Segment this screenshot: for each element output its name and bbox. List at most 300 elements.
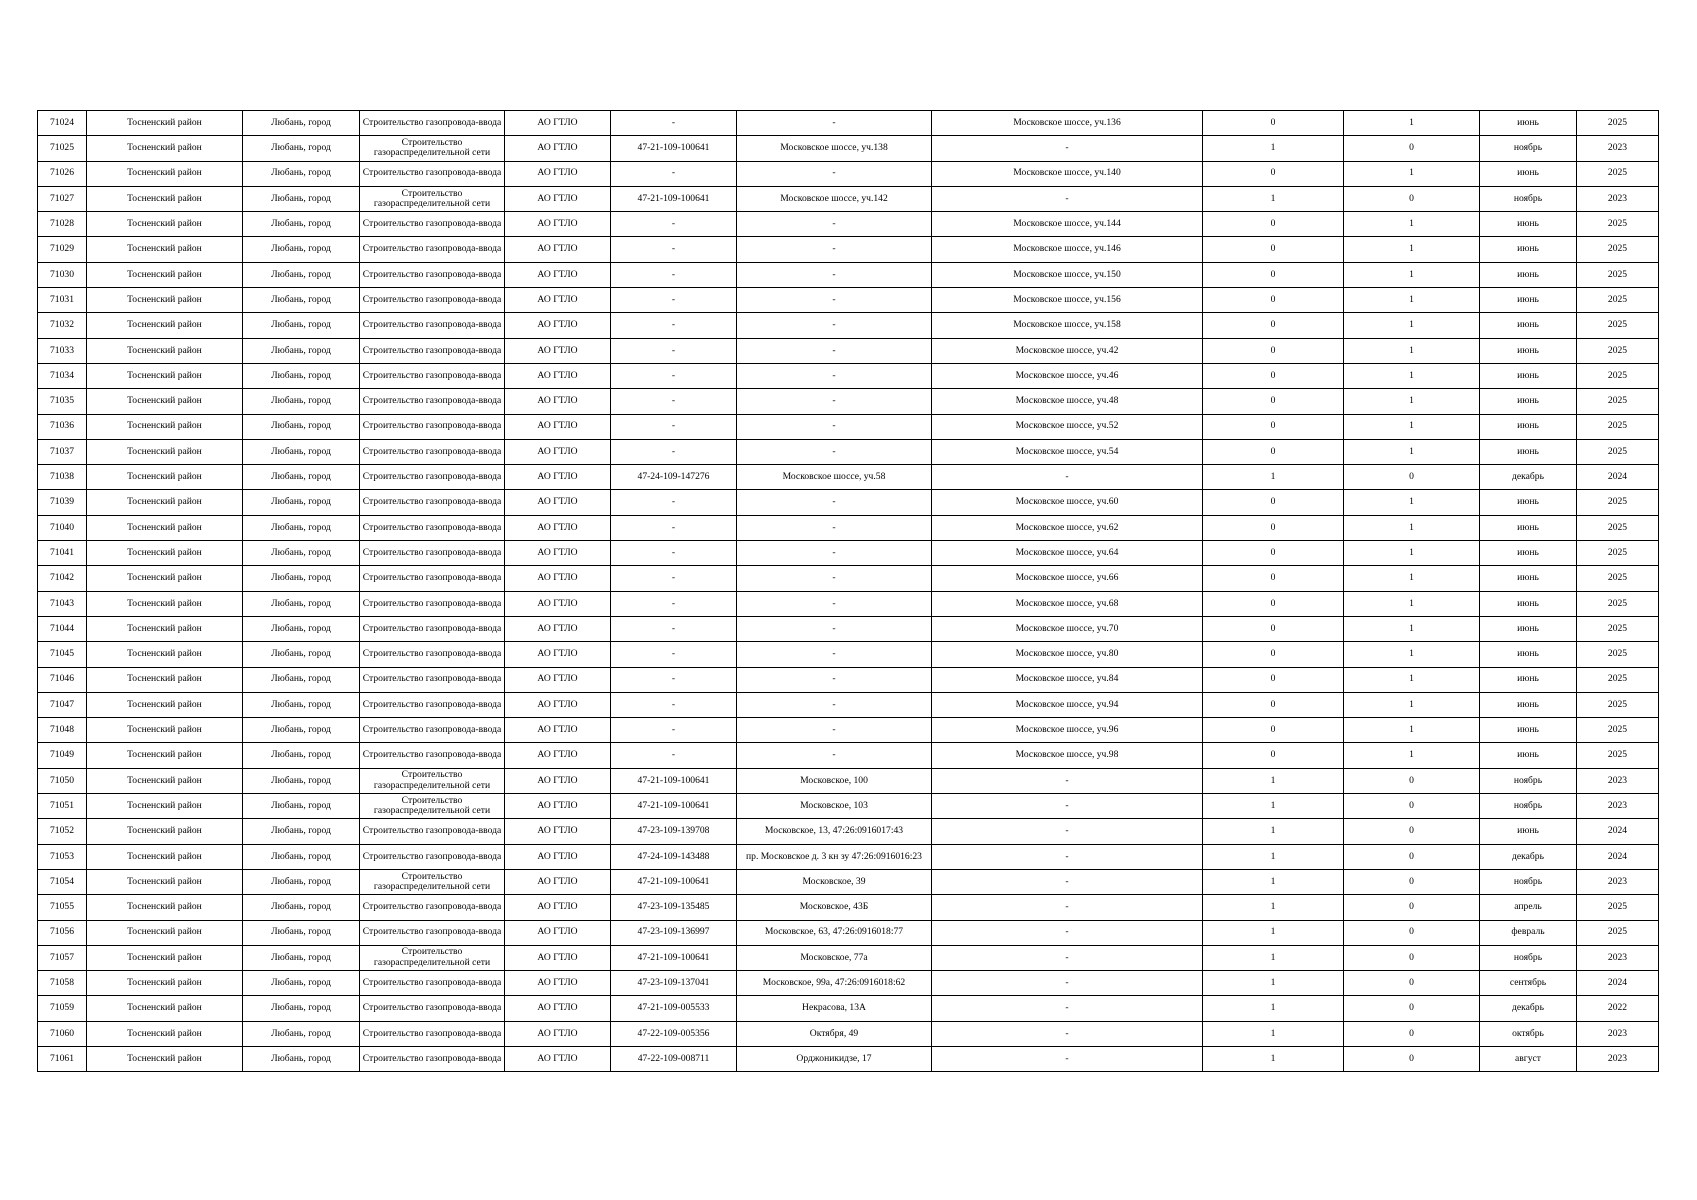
cell-planned-site: - [932, 844, 1203, 869]
cell-address: - [737, 515, 932, 540]
cell-year: 2025 [1577, 692, 1659, 717]
cell-count-b: 1 [1344, 288, 1480, 313]
cell-year: 2025 [1577, 541, 1659, 566]
cell-count-a: 1 [1203, 844, 1344, 869]
cell-permit-number: - [611, 743, 737, 768]
cell-year: 2025 [1577, 414, 1659, 439]
cell-month: июнь [1480, 212, 1577, 237]
table-row [38, 212, 1659, 237]
cell-planned-site: - [932, 465, 1203, 490]
cell-count-b: 1 [1344, 541, 1480, 566]
cell-month: июнь [1480, 288, 1577, 313]
cell-count-a: 1 [1203, 1021, 1344, 1046]
cell-district: Тосненский район [87, 566, 243, 591]
cell-work-type: Строительство газопровода-ввода [360, 363, 505, 388]
cell-row-id: 71043 [38, 591, 87, 616]
cell-row-id: 71027 [38, 186, 87, 211]
cell-organization: АО ГТЛО [505, 768, 611, 793]
cell-row-id: 71060 [38, 1021, 87, 1046]
cell-work-type: Строительство газопровода-ввода [360, 591, 505, 616]
cell-planned-site: Московское шоссе, уч.146 [932, 237, 1203, 262]
cell-address: Московское, 39 [737, 869, 932, 894]
cell-count-a: 1 [1203, 996, 1344, 1021]
cell-row-id: 71048 [38, 718, 87, 743]
cell-work-type: Строительство газопровода-ввода [360, 111, 505, 136]
cell-row-id: 71026 [38, 161, 87, 186]
cell-locality: Любань, город [243, 794, 360, 819]
cell-month: июнь [1480, 566, 1577, 591]
cell-count-a: 0 [1203, 338, 1344, 363]
cell-work-type: Строительство газораспределительной сети [360, 768, 505, 793]
cell-district: Тосненский район [87, 288, 243, 313]
cell-district: Тосненский район [87, 262, 243, 287]
cell-planned-site: Московское шоссе, уч.62 [932, 515, 1203, 540]
cell-address: - [737, 642, 932, 667]
cell-address: - [737, 667, 932, 692]
cell-row-id: 71053 [38, 844, 87, 869]
cell-work-type: Строительство газопровода-ввода [360, 667, 505, 692]
cell-organization: АО ГТЛО [505, 262, 611, 287]
table-row [38, 819, 1659, 844]
cell-count-b: 0 [1344, 920, 1480, 945]
cell-organization: АО ГТЛО [505, 667, 611, 692]
cell-planned-site: Московское шоссе, уч.150 [932, 262, 1203, 287]
cell-row-id: 71029 [38, 237, 87, 262]
cell-locality: Любань, город [243, 1046, 360, 1071]
cell-year: 2023 [1577, 768, 1659, 793]
table-row [38, 945, 1659, 970]
cell-locality: Любань, город [243, 161, 360, 186]
cell-locality: Любань, город [243, 262, 360, 287]
cell-district: Тосненский район [87, 844, 243, 869]
cell-address: - [737, 111, 932, 136]
cell-planned-site: - [932, 794, 1203, 819]
table-row [38, 186, 1659, 211]
cell-locality: Любань, город [243, 920, 360, 945]
cell-count-b: 1 [1344, 591, 1480, 616]
cell-district: Тосненский район [87, 945, 243, 970]
cell-count-b: 1 [1344, 338, 1480, 363]
cell-address: Московское, 100 [737, 768, 932, 793]
cell-month: декабрь [1480, 996, 1577, 1021]
cell-organization: АО ГТЛО [505, 996, 611, 1021]
table-row [38, 541, 1659, 566]
cell-count-a: 0 [1203, 288, 1344, 313]
cell-address: Орджоникидзе, 17 [737, 1046, 932, 1071]
cell-work-type: Строительство газопровода-ввода [360, 439, 505, 464]
cell-row-id: 71046 [38, 667, 87, 692]
cell-organization: АО ГТЛО [505, 692, 611, 717]
cell-planned-site: - [932, 895, 1203, 920]
table-row [38, 616, 1659, 641]
cell-planned-site: - [932, 945, 1203, 970]
cell-permit-number: - [611, 692, 737, 717]
cell-count-b: 1 [1344, 262, 1480, 287]
cell-month: июнь [1480, 338, 1577, 363]
cell-row-id: 71049 [38, 743, 87, 768]
cell-address: Московское шоссе, уч.142 [737, 186, 932, 211]
cell-permit-number: - [611, 566, 737, 591]
cell-organization: АО ГТЛО [505, 490, 611, 515]
cell-count-b: 1 [1344, 111, 1480, 136]
cell-organization: АО ГТЛО [505, 591, 611, 616]
cell-count-b: 1 [1344, 363, 1480, 388]
table-row [38, 768, 1659, 793]
cell-organization: АО ГТЛО [505, 920, 611, 945]
cell-row-id: 71058 [38, 971, 87, 996]
cell-district: Тосненский район [87, 971, 243, 996]
table-row [38, 136, 1659, 161]
table-row [38, 338, 1659, 363]
cell-locality: Любань, город [243, 591, 360, 616]
table-row [38, 794, 1659, 819]
cell-month: сентябрь [1480, 971, 1577, 996]
cell-district: Тосненский район [87, 819, 243, 844]
table-row [38, 743, 1659, 768]
cell-row-id: 71052 [38, 819, 87, 844]
cell-planned-site: - [932, 819, 1203, 844]
cell-locality: Любань, город [243, 439, 360, 464]
cell-address: - [737, 541, 932, 566]
cell-work-type: Строительство газопровода-ввода [360, 971, 505, 996]
cell-month: июнь [1480, 237, 1577, 262]
cell-organization: АО ГТЛО [505, 616, 611, 641]
cell-work-type: Строительство газопровода-ввода [360, 262, 505, 287]
cell-year: 2025 [1577, 616, 1659, 641]
cell-year: 2025 [1577, 338, 1659, 363]
cell-permit-number: - [611, 237, 737, 262]
cell-permit-number: - [611, 111, 737, 136]
cell-district: Тосненский район [87, 389, 243, 414]
cell-count-b: 1 [1344, 642, 1480, 667]
cell-organization: АО ГТЛО [505, 743, 611, 768]
cell-year: 2023 [1577, 186, 1659, 211]
cell-count-a: 0 [1203, 616, 1344, 641]
cell-district: Тосненский район [87, 439, 243, 464]
cell-count-a: 0 [1203, 566, 1344, 591]
cell-year: 2024 [1577, 465, 1659, 490]
table-row [38, 389, 1659, 414]
cell-district: Тосненский район [87, 414, 243, 439]
cell-count-a: 1 [1203, 819, 1344, 844]
cell-address: - [737, 616, 932, 641]
cell-locality: Любань, город [243, 566, 360, 591]
cell-row-id: 71045 [38, 642, 87, 667]
cell-count-a: 0 [1203, 718, 1344, 743]
cell-row-id: 71025 [38, 136, 87, 161]
cell-year: 2024 [1577, 971, 1659, 996]
cell-district: Тосненский район [87, 186, 243, 211]
cell-planned-site: Московское шоссе, уч.52 [932, 414, 1203, 439]
cell-planned-site: - [932, 136, 1203, 161]
cell-permit-number: - [611, 642, 737, 667]
cell-work-type: Строительство газопровода-ввода [360, 642, 505, 667]
cell-row-id: 71038 [38, 465, 87, 490]
cell-count-b: 0 [1344, 136, 1480, 161]
cell-month: июнь [1480, 515, 1577, 540]
table-row [38, 262, 1659, 287]
cell-organization: АО ГТЛО [505, 313, 611, 338]
cell-row-id: 71031 [38, 288, 87, 313]
cell-year: 2025 [1577, 161, 1659, 186]
cell-work-type: Строительство газораспределительной сети [360, 794, 505, 819]
cell-permit-number: 47-24-109-147276 [611, 465, 737, 490]
cell-count-b: 1 [1344, 515, 1480, 540]
cell-year: 2025 [1577, 895, 1659, 920]
cell-locality: Любань, город [243, 616, 360, 641]
cell-work-type: Строительство газопровода-ввода [360, 313, 505, 338]
cell-count-b: 1 [1344, 439, 1480, 464]
cell-month: июнь [1480, 490, 1577, 515]
cell-district: Тосненский район [87, 768, 243, 793]
cell-year: 2024 [1577, 819, 1659, 844]
cell-planned-site: - [932, 971, 1203, 996]
cell-organization: АО ГТЛО [505, 515, 611, 540]
cell-year: 2023 [1577, 1021, 1659, 1046]
cell-planned-site: - [932, 1046, 1203, 1071]
table-row [38, 414, 1659, 439]
cell-district: Тосненский район [87, 616, 243, 641]
cell-planned-site: Московское шоссе, уч.156 [932, 288, 1203, 313]
cell-organization: АО ГТЛО [505, 338, 611, 363]
cell-permit-number: - [611, 262, 737, 287]
cell-count-b: 0 [1344, 1046, 1480, 1071]
cell-organization: АО ГТЛО [505, 566, 611, 591]
cell-count-a: 1 [1203, 768, 1344, 793]
cell-district: Тосненский район [87, 465, 243, 490]
cell-count-b: 1 [1344, 743, 1480, 768]
cell-permit-number: 47-23-109-136997 [611, 920, 737, 945]
cell-planned-site: Московское шоссе, уч.48 [932, 389, 1203, 414]
cell-planned-site: Московское шоссе, уч.94 [932, 692, 1203, 717]
cell-locality: Любань, город [243, 667, 360, 692]
cell-address: Московское шоссе, уч.138 [737, 136, 932, 161]
cell-planned-site: Московское шоссе, уч.66 [932, 566, 1203, 591]
cell-row-id: 71034 [38, 363, 87, 388]
cell-permit-number: 47-22-109-005356 [611, 1021, 737, 1046]
cell-work-type: Строительство газопровода-ввода [360, 920, 505, 945]
cell-district: Тосненский район [87, 591, 243, 616]
cell-address: - [737, 490, 932, 515]
cell-locality: Любань, город [243, 768, 360, 793]
cell-planned-site: Московское шоссе, уч.70 [932, 616, 1203, 641]
cell-month: июнь [1480, 692, 1577, 717]
cell-address: Некрасова, 13А [737, 996, 932, 1021]
cell-work-type: Строительство газопровода-ввода [360, 288, 505, 313]
cell-month: ноябрь [1480, 186, 1577, 211]
cell-organization: АО ГТЛО [505, 945, 611, 970]
cell-count-a: 1 [1203, 1046, 1344, 1071]
cell-year: 2025 [1577, 389, 1659, 414]
cell-count-a: 0 [1203, 313, 1344, 338]
cell-locality: Любань, город [243, 414, 360, 439]
cell-row-id: 71061 [38, 1046, 87, 1071]
cell-organization: АО ГТЛО [505, 161, 611, 186]
cell-count-b: 1 [1344, 718, 1480, 743]
cell-work-type: Строительство газопровода-ввода [360, 895, 505, 920]
cell-year: 2025 [1577, 591, 1659, 616]
cell-locality: Любань, город [243, 363, 360, 388]
cell-permit-number: - [611, 161, 737, 186]
cell-address: - [737, 566, 932, 591]
table-row [38, 465, 1659, 490]
cell-permit-number: 47-21-109-100641 [611, 794, 737, 819]
cell-year: 2025 [1577, 363, 1659, 388]
cell-address: - [737, 718, 932, 743]
cell-count-b: 0 [1344, 971, 1480, 996]
cell-year: 2023 [1577, 945, 1659, 970]
cell-address: - [737, 338, 932, 363]
cell-organization: АО ГТЛО [505, 869, 611, 894]
cell-month: октябрь [1480, 1021, 1577, 1046]
cell-organization: АО ГТЛО [505, 642, 611, 667]
table-row [38, 288, 1659, 313]
cell-count-b: 0 [1344, 869, 1480, 894]
cell-year: 2025 [1577, 920, 1659, 945]
cell-locality: Любань, город [243, 288, 360, 313]
cell-row-id: 71037 [38, 439, 87, 464]
cell-row-id: 71024 [38, 111, 87, 136]
cell-month: июнь [1480, 389, 1577, 414]
cell-planned-site: Московское шоссе, уч.98 [932, 743, 1203, 768]
cell-address: - [737, 414, 932, 439]
cell-organization: АО ГТЛО [505, 819, 611, 844]
cell-planned-site: Московское шоссе, уч.60 [932, 490, 1203, 515]
cell-count-a: 0 [1203, 414, 1344, 439]
cell-month: июнь [1480, 262, 1577, 287]
cell-year: 2023 [1577, 794, 1659, 819]
cell-permit-number: 47-21-109-100641 [611, 768, 737, 793]
cell-year: 2023 [1577, 136, 1659, 161]
cell-locality: Любань, город [243, 869, 360, 894]
cell-locality: Любань, город [243, 465, 360, 490]
cell-locality: Любань, город [243, 844, 360, 869]
cell-locality: Любань, город [243, 996, 360, 1021]
cell-year: 2025 [1577, 515, 1659, 540]
cell-count-a: 0 [1203, 439, 1344, 464]
cell-address: Московское, 13, 47:26:0916017:43 [737, 819, 932, 844]
cell-address: - [737, 363, 932, 388]
cell-count-b: 0 [1344, 186, 1480, 211]
cell-permit-number: 47-21-109-005533 [611, 996, 737, 1021]
table-row [38, 591, 1659, 616]
cell-work-type: Строительство газопровода-ввода [360, 212, 505, 237]
cell-row-id: 71036 [38, 414, 87, 439]
cell-locality: Любань, город [243, 111, 360, 136]
cell-district: Тосненский район [87, 212, 243, 237]
cell-month: июнь [1480, 161, 1577, 186]
cell-work-type: Строительство газопровода-ввода [360, 541, 505, 566]
cell-row-id: 71032 [38, 313, 87, 338]
cell-count-a: 1 [1203, 465, 1344, 490]
cell-address: Московское, 43Б [737, 895, 932, 920]
cell-organization: АО ГТЛО [505, 439, 611, 464]
cell-organization: АО ГТЛО [505, 237, 611, 262]
cell-row-id: 71055 [38, 895, 87, 920]
cell-organization: АО ГТЛО [505, 1021, 611, 1046]
cell-permit-number: 47-21-109-100641 [611, 869, 737, 894]
cell-row-id: 71050 [38, 768, 87, 793]
cell-year: 2025 [1577, 288, 1659, 313]
cell-year: 2025 [1577, 743, 1659, 768]
cell-work-type: Строительство газораспределительной сети [360, 186, 505, 211]
table-row [38, 313, 1659, 338]
cell-year: 2025 [1577, 212, 1659, 237]
cell-permit-number: 47-21-109-100641 [611, 945, 737, 970]
cell-permit-number: 47-23-109-137041 [611, 971, 737, 996]
cell-address: - [737, 313, 932, 338]
cell-address: Московское, 77а [737, 945, 932, 970]
cell-count-b: 1 [1344, 490, 1480, 515]
table-row [38, 111, 1659, 136]
table-row [38, 895, 1659, 920]
cell-work-type: Строительство газопровода-ввода [360, 1021, 505, 1046]
cell-locality: Любань, город [243, 136, 360, 161]
cell-work-type: Строительство газораспределительной сети [360, 945, 505, 970]
cell-year: 2023 [1577, 869, 1659, 894]
cell-address: - [737, 692, 932, 717]
cell-district: Тосненский район [87, 161, 243, 186]
cell-year: 2022 [1577, 996, 1659, 1021]
cell-permit-number: 47-24-109-143488 [611, 844, 737, 869]
cell-count-a: 0 [1203, 111, 1344, 136]
cell-month: июнь [1480, 718, 1577, 743]
cell-count-a: 0 [1203, 743, 1344, 768]
cell-address: - [737, 237, 932, 262]
cell-count-a: 0 [1203, 490, 1344, 515]
cell-count-b: 1 [1344, 616, 1480, 641]
cell-count-a: 1 [1203, 920, 1344, 945]
cell-year: 2025 [1577, 439, 1659, 464]
cell-count-b: 0 [1344, 819, 1480, 844]
cell-district: Тосненский район [87, 237, 243, 262]
cell-row-id: 71039 [38, 490, 87, 515]
cell-address: - [737, 743, 932, 768]
cell-district: Тосненский район [87, 920, 243, 945]
cell-row-id: 71041 [38, 541, 87, 566]
cell-permit-number: - [611, 338, 737, 363]
cell-district: Тосненский район [87, 667, 243, 692]
cell-work-type: Строительство газопровода-ввода [360, 389, 505, 414]
cell-work-type: Строительство газопровода-ввода [360, 996, 505, 1021]
cell-address: Московское, 63, 47:26:0916018:77 [737, 920, 932, 945]
cell-month: июнь [1480, 667, 1577, 692]
cell-year: 2025 [1577, 313, 1659, 338]
cell-organization: АО ГТЛО [505, 136, 611, 161]
table-row [38, 439, 1659, 464]
cell-planned-site: - [932, 996, 1203, 1021]
cell-count-a: 1 [1203, 971, 1344, 996]
cell-work-type: Строительство газопровода-ввода [360, 1046, 505, 1071]
cell-work-type: Строительство газопровода-ввода [360, 566, 505, 591]
cell-work-type: Строительство газопровода-ввода [360, 616, 505, 641]
cell-locality: Любань, город [243, 1021, 360, 1046]
cell-permit-number: 47-21-109-100641 [611, 136, 737, 161]
cell-month: июнь [1480, 642, 1577, 667]
cell-month: август [1480, 1046, 1577, 1071]
cell-planned-site: - [932, 869, 1203, 894]
cell-locality: Любань, город [243, 338, 360, 363]
cell-address: Московское, 103 [737, 794, 932, 819]
table-row [38, 920, 1659, 945]
cell-organization: АО ГТЛО [505, 465, 611, 490]
cell-count-b: 1 [1344, 566, 1480, 591]
cell-work-type: Строительство газопровода-ввода [360, 161, 505, 186]
cell-permit-number: 47-21-109-100641 [611, 186, 737, 211]
cell-row-id: 71028 [38, 212, 87, 237]
cell-organization: АО ГТЛО [505, 794, 611, 819]
cell-permit-number: - [611, 389, 737, 414]
